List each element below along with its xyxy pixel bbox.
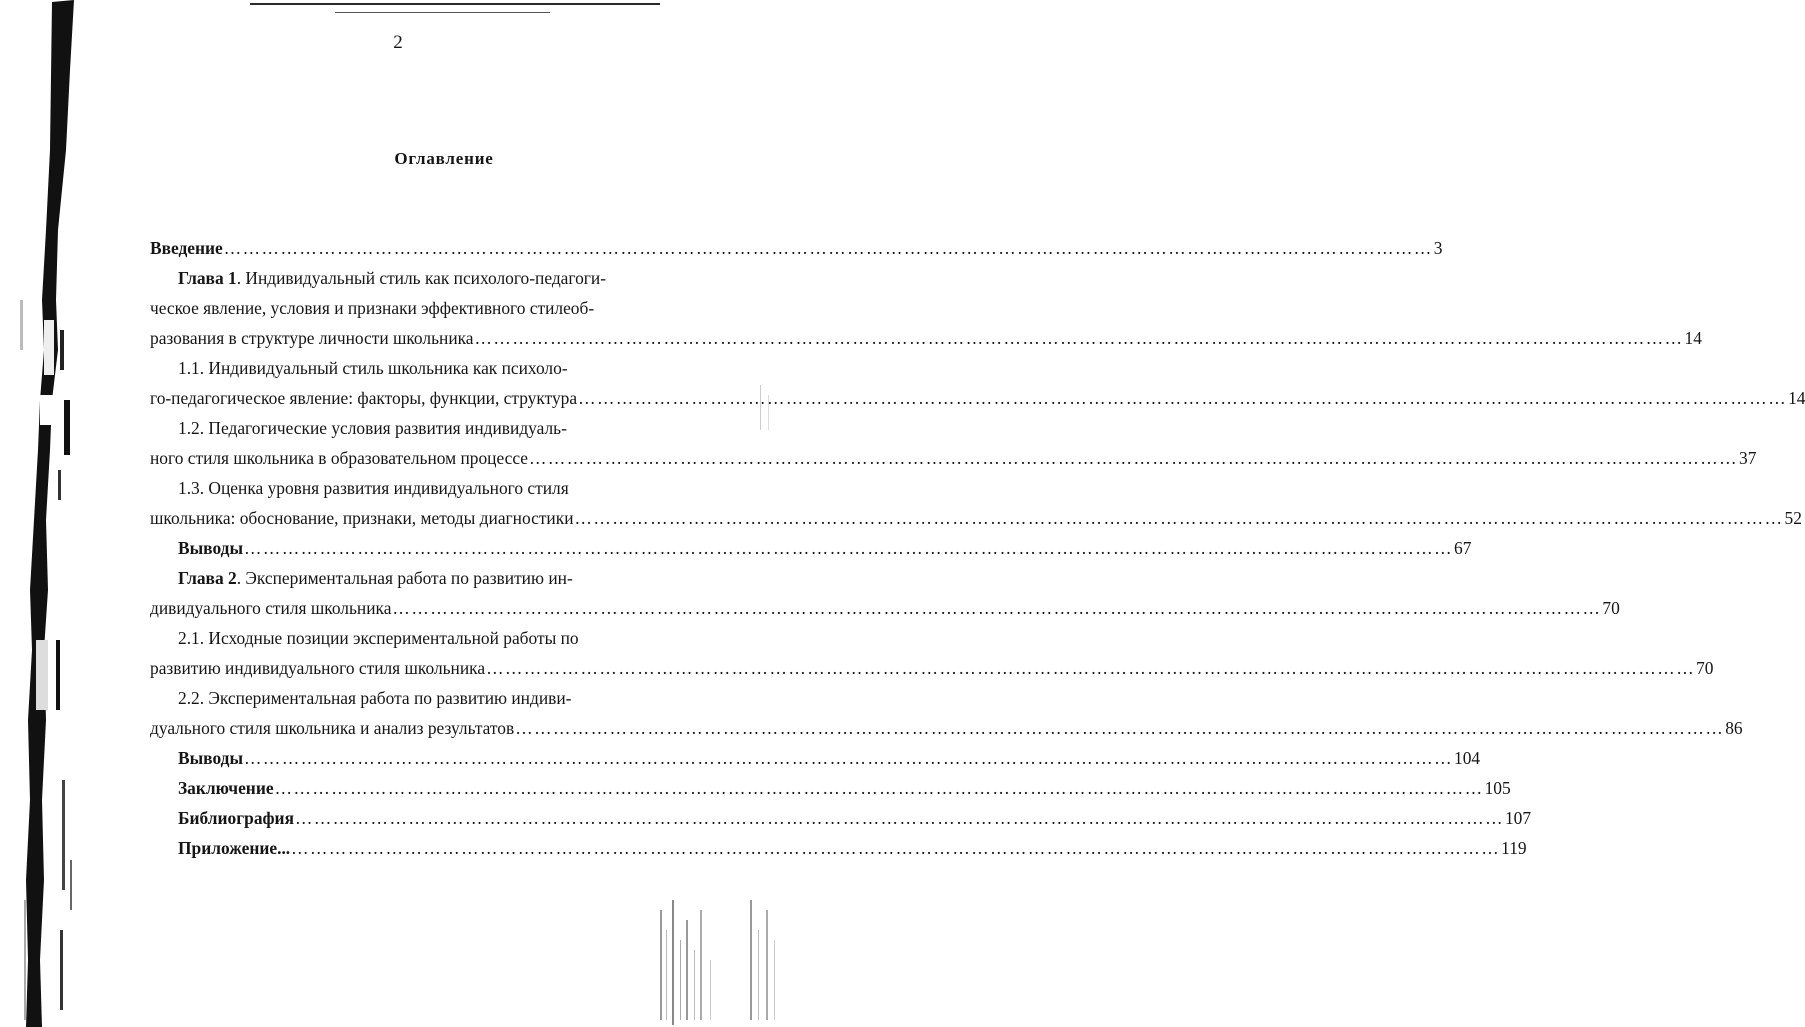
toc-entry-label: Приложение... <box>178 838 291 858</box>
toc-entry-conclusions-2[interactable] <box>178 747 1481 769</box>
toc-leader-dots: ………………………………………………………………………………………………………………………………………………………………………… <box>294 808 1504 828</box>
toc-entry-1-1-line-2[interactable] <box>150 387 1805 409</box>
toc-entry-text: дивидуального стиля школьника <box>150 598 392 618</box>
toc-page-number: 14 <box>1788 388 1805 408</box>
toc-entry-conclusions-1[interactable] <box>178 537 1472 559</box>
toc-chapter-label: Глава 1 <box>178 268 237 288</box>
toc-page-number: 3 <box>1433 238 1443 258</box>
toc-page-number: 14 <box>1684 328 1702 348</box>
toc-entry-text: разования в структуре личности школьника <box>150 328 474 348</box>
toc-entry-text: дуального стиля школьника и анализ результатов <box>150 718 515 738</box>
toc-entry-1-3-line-2[interactable] <box>150 507 1802 529</box>
toc-leader-dots: ………………………………………………………………………………………………………………………………………………………………………… <box>486 658 1696 678</box>
scan-top-rule-secondary <box>335 12 550 13</box>
toc-page-number: 86 <box>1725 718 1743 738</box>
toc-page-number: 104 <box>1454 748 1481 768</box>
toc-page-number: 70 <box>1602 598 1620 618</box>
scan-top-rule <box>250 3 660 5</box>
toc-entry-conclusion[interactable] <box>178 777 1511 799</box>
toc-entry-chapter-2-line-2[interactable] <box>150 597 1620 619</box>
toc-leader-dots: ………………………………………………………………………………………………………………………………………………………………………… <box>578 388 1788 408</box>
toc-entry-text: школьника: обоснование, признаки, методы диагностики <box>150 508 574 528</box>
toc-leader-dots: ………………………………………………………………………………………………………………………………………………………………………… <box>515 718 1725 738</box>
toc-leader-dots: ………………………………………………………………………………………………………………………………………………………………………… <box>274 778 1484 798</box>
toc-page-number: 70 <box>1696 658 1714 678</box>
toc-entry-chapter-1-line-3[interactable] <box>150 327 1702 349</box>
toc-page-number: 107 <box>1504 808 1532 828</box>
toc-leader-dots: ………………………………………………………………………………………………………………………………………………………………………… <box>291 838 1501 858</box>
toc-entry-2-1-line-1[interactable]: 2.1. Исходные позиции экспериментальной работы по <box>178 628 579 648</box>
toc-page-number: 119 <box>1501 838 1527 858</box>
toc-leader-dots: ………………………………………………………………………………………………………………………………………………………………………… <box>529 448 1738 468</box>
toc-title: Оглавление <box>394 149 494 168</box>
toc-leader-dots: ………………………………………………………………………………………………………………………………………………………………………… <box>244 538 1454 558</box>
toc-leader-dots: ………………………………………………………………………………………………………………………………………………………………………… <box>474 328 1684 348</box>
toc-leader-dots: ………………………………………………………………………………………………………………………………………………………………………… <box>244 748 1454 768</box>
toc-entry-chapter-2-line-1[interactable] <box>178 567 573 589</box>
toc-entry-label: Введение <box>150 238 223 258</box>
toc-entry-chapter-1-line-1[interactable] <box>178 267 606 289</box>
toc-entry-1-2-line-2[interactable] <box>150 447 1757 469</box>
toc-page-number: 52 <box>1784 508 1802 528</box>
scan-noise-bottom-right <box>640 880 790 1027</box>
toc-entry-label: Библиография <box>178 808 294 828</box>
toc-entry-2-1-line-2[interactable] <box>150 657 1714 679</box>
toc-page-number: 67 <box>1454 538 1472 558</box>
toc-entry-text: . Индивидуальный стиль как психолого-педагоги- <box>236 268 607 288</box>
toc-entry-label: Выводы <box>178 748 244 768</box>
toc-entry-text: развитию индивидуального стиля школьника <box>150 658 486 678</box>
toc-page-number: 105 <box>1484 778 1511 798</box>
toc-leader-dots: ………………………………………………………………………………………………………………………………………………………………………… <box>223 238 1433 258</box>
toc-entry-label: Заключение <box>178 778 274 798</box>
toc-entry-text: го-педагогическое явление: факторы, функции, структура <box>150 388 578 408</box>
toc-entry-label: Выводы <box>178 538 244 558</box>
toc-leader-dots: ………………………………………………………………………………………………………………………………………………………………………… <box>574 508 1784 528</box>
page-number: 2 <box>393 32 403 53</box>
toc-entry-1-3-line-1[interactable]: 1.3. Оценка уровня развития индивидуального стиля <box>178 478 569 498</box>
toc-entry-2-2-line-2[interactable] <box>150 717 1743 739</box>
toc-entry-bibliography[interactable] <box>178 807 1532 829</box>
toc-entry-text: . Экспериментальная работа по развитию ин- <box>236 568 573 588</box>
toc-entry-appendix[interactable] <box>178 837 1527 859</box>
toc-leader-dots: ………………………………………………………………………………………………………………………………………………………………………… <box>392 598 1602 618</box>
toc-chapter-label: Глава 2 <box>178 568 237 588</box>
toc-entry-chapter-1-line-2[interactable]: ческое явление, условия и признаки эффективного стилеоб- <box>150 298 595 318</box>
toc-entry-1-2-line-1[interactable]: 1.2. Педагогические условия развития индивидуаль- <box>178 418 567 438</box>
toc-entry-1-1-line-1[interactable]: 1.1. Индивидуальный стиль школьника как психоло- <box>178 358 568 378</box>
toc-entry-text: ного стиля школьника в образовательном процессе <box>150 448 528 468</box>
toc-entry-introduction[interactable] <box>150 237 1443 259</box>
toc-entry-2-2-line-1[interactable]: 2.2. Экспериментальная работа по развитию индиви- <box>178 688 572 708</box>
toc-page-number: 37 <box>1739 448 1757 468</box>
